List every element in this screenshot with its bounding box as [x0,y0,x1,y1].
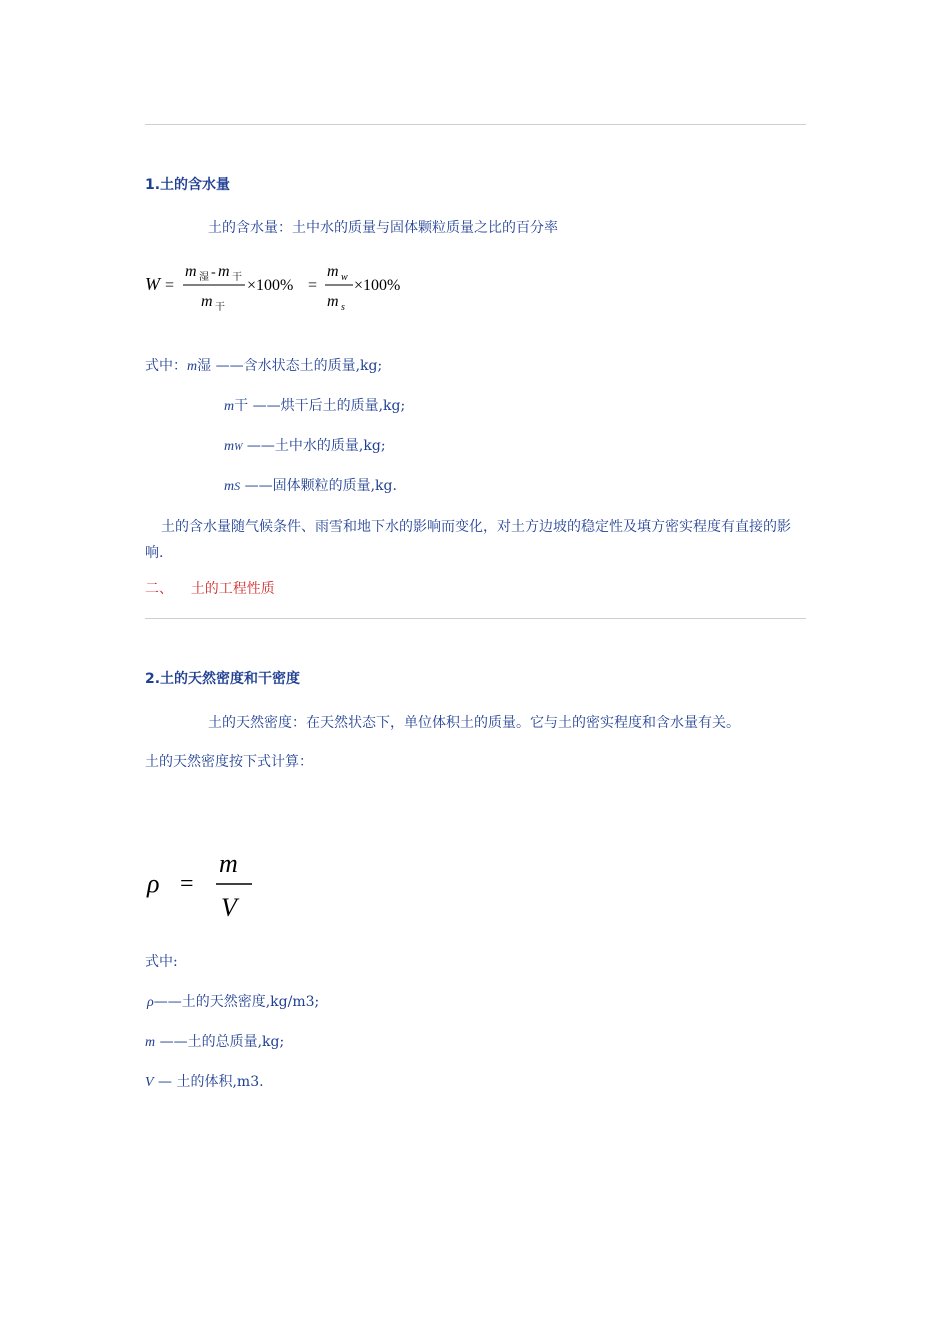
section2-var-line-1 [147,991,319,1011]
var-subscript: 干 [234,398,249,414]
density-den: V [221,893,237,922]
section2-definition: 土的天然密度：在天然状态下，单位体积土的质量。它与土的密实程度和含水量有关。 [208,715,740,731]
var-symbol: m [145,1035,156,1050]
section2-heading: 2.土的天然密度和干密度 [145,671,301,687]
section1-var-line-3 [224,435,386,455]
where-label: 式中： [145,358,187,374]
section2-var-line-3 [145,1071,264,1091]
var-symbol: m [224,479,235,494]
density-num: m [219,849,238,878]
var-symbol: m [187,359,198,374]
formula-times1: ×100% [247,277,294,294]
density-formula [145,848,265,924]
var-description: — 土的体积,m3. [153,1074,264,1090]
formula-eq2: = [308,277,318,294]
section1-var-line-1 [145,355,382,375]
section1-definition: 土的含水量：土中水的质量与固体颗粒质量之比的百分率 [208,220,558,236]
section2-var-line-2 [145,1031,284,1051]
var-symbol: m [224,399,235,414]
formula-den2-sub: s [341,302,345,313]
top-divider [145,124,806,125]
formula-num2-sub: w [341,272,348,283]
formula-times2: ×100% [354,277,401,294]
formula-num2-m: m [327,263,339,280]
formula-eq: = [165,277,175,294]
var-description: ——土的总质量,kg; [155,1034,285,1050]
var-description: ——土中水的质量,kg; [242,438,386,454]
var-description: ——含水状态土的质量,kg; [211,358,383,374]
var-subscript: W [234,442,243,453]
formula-num1-sub2: 干 [232,272,242,283]
formula-num1-sub: 湿 [199,272,209,283]
section2-calc-label: 土的天然密度按下式计算： [145,754,313,770]
var-description: ——土的天然密度,kg/m3; [153,994,320,1010]
section1-var-line-2 [224,395,405,415]
var-description: ——固体颗粒的质量,kg. [240,478,397,494]
next-section-title: 土的工程性质 [190,581,275,597]
middle-divider [145,618,806,619]
var-symbol: m [224,439,235,454]
formula-num1-m2: m [218,263,230,280]
next-section-number: 二、 [145,581,173,597]
var-symbol: V [145,1075,154,1090]
var-description: ——烘干后土的质量,kg; [248,398,406,414]
formula-den1-sub: 干 [215,302,225,313]
formula-num1-m: m [185,263,197,280]
next-section-heading [145,578,275,598]
formula-den1-m: m [201,293,213,310]
section2-where-label: 式中: [145,954,178,970]
formula-num1-minus: - [211,265,216,280]
density-eq: = [180,871,194,897]
water-content-formula [143,258,433,318]
var-subscript: 湿 [197,358,212,374]
section1-var-line-4 [224,475,397,495]
density-lhs: ρ [147,869,160,898]
formula-lhs: W [145,274,160,294]
var-subscript: S [234,479,241,493]
var-symbol: ρ [147,995,154,1010]
formula-den2-m: m [327,293,339,310]
section1-paragraph: 土的含水量随气候条件、雨雪和地下水的影响而变化，对土方边坡的稳定性及填方密实程度有直接的影响. [145,519,791,561]
section1-heading: 1.土的含水量 [145,177,231,193]
